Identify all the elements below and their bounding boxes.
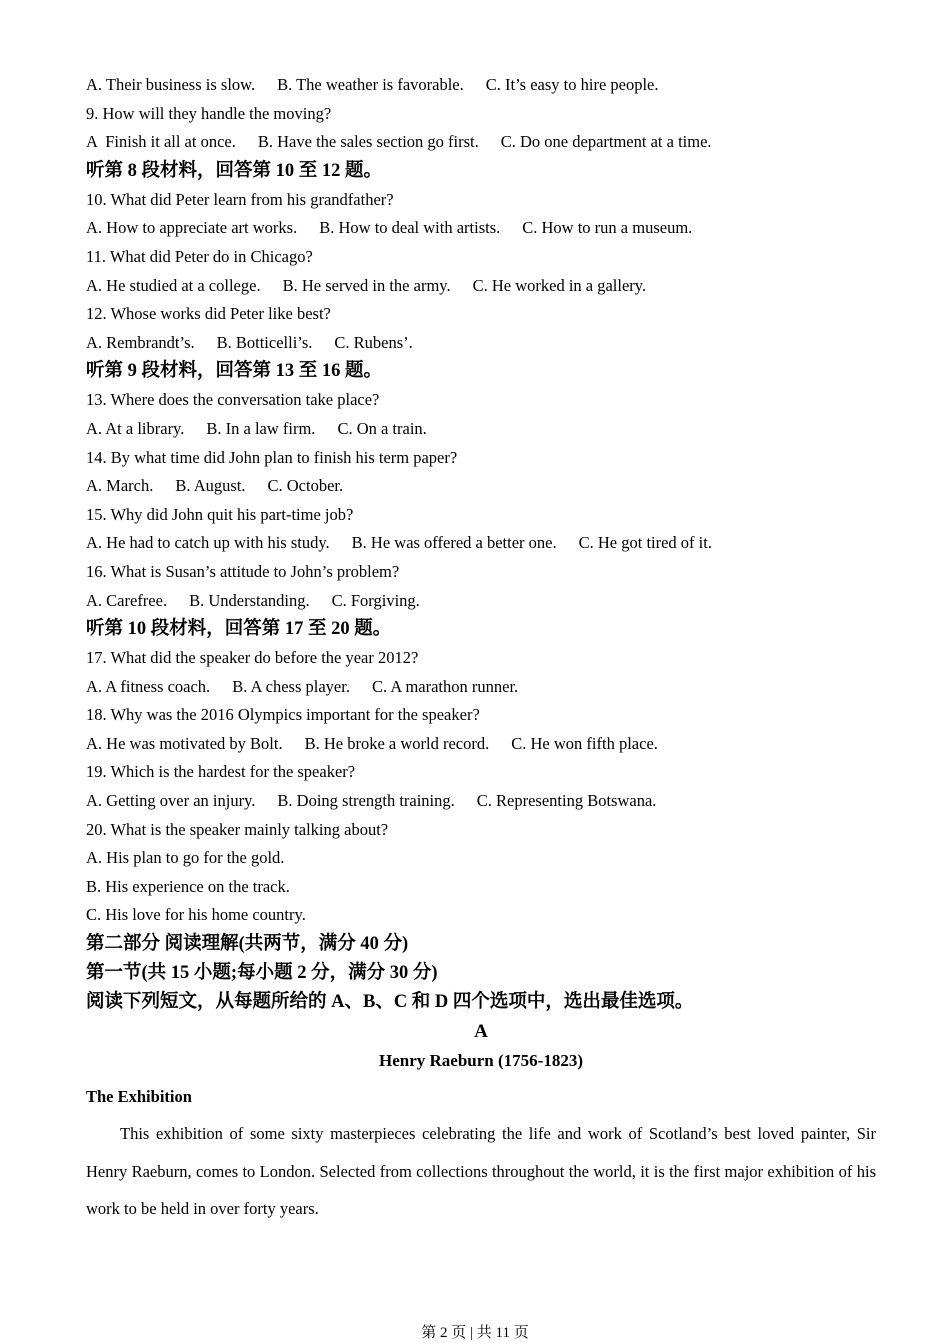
q18-option-a: A. He was motivated by Bolt.: [86, 733, 283, 753]
section-8-heading: 听第 8 段材料，回答第 10 至 12 题。: [86, 160, 383, 181]
q20-option-a: A. His plan to go for the gold.: [86, 848, 285, 868]
q19-question: 19. Which is the hardest for the speaker?: [86, 762, 356, 782]
q20-option-c: C. His love for his home country.: [86, 905, 306, 925]
q12-options: [86, 329, 876, 358]
q10-options: [86, 214, 876, 243]
q14-question: 14. By what time did John plan to finish his term paper?: [86, 447, 458, 467]
q18-option-c: C. He won fifth place.: [511, 733, 658, 753]
q16-option-a: A. Carefree.: [86, 590, 168, 610]
q19-option-a: A. Getting over an injury.: [86, 791, 256, 811]
passage-title: Henry Raeburn (1756-1823): [379, 1051, 583, 1071]
q13-options: [86, 415, 876, 444]
q18-question: 18. Why was the 2016 Olympics important for the speaker?: [86, 705, 480, 725]
q16-question: 16. What is Susan’s attitude to John’s problem?: [86, 561, 400, 581]
q17-question: 17. What did the speaker do before the year 2012?: [86, 648, 419, 668]
part2-section1-heading: 第一节(共 15 小题;每小题 2 分，满分 30 分): [86, 963, 438, 984]
q17-option-a: A. A fitness coach.: [86, 676, 211, 696]
q14-options: [86, 472, 876, 501]
q8-options: [86, 71, 876, 100]
passage-letter: A: [474, 1021, 488, 1043]
q15-option-c: C. He got tired of it.: [578, 533, 712, 553]
q11-question: 11. What did Peter do in Chicago?: [86, 246, 313, 266]
q11-option-a: A. He studied at a college.: [86, 275, 261, 295]
q19-option-c: C. Representing Botswana.: [476, 791, 657, 811]
q11-option-b: B. He served in the army.: [282, 275, 451, 295]
q13-question: 13. Where does the conversation take place?: [86, 390, 380, 410]
page-footer: 第 2 页 | 共 11 页: [421, 1325, 529, 1341]
q13-option-c: C. On a train.: [337, 418, 427, 438]
q8-option-a: A. Their business is slow.: [86, 75, 256, 94]
q9-options: [86, 128, 876, 157]
q8-option-c: C. It’s easy to hire people.: [485, 75, 659, 94]
q13-option-b: B. In a law firm.: [206, 418, 316, 438]
q14-option-a: A. March.: [86, 476, 154, 496]
passage-paragraph: This exhibition of some sixty masterpieces celebrating the life and work of Scotland’s best loved painter, Sir Henry Raeburn, comes to London. Selected from collections throughout the world, it is the first major exhibition of his work to be held in over forty years.: [86, 1124, 876, 1219]
q10-question: 10. What did Peter learn from his grandfather?: [86, 189, 394, 209]
q17-option-c: C. A marathon runner.: [371, 676, 519, 696]
q9-option-a: A Finish it all at once.: [86, 132, 236, 152]
q10-option-b: B. How to deal with artists.: [319, 218, 501, 238]
q14-option-c: C. October.: [267, 476, 344, 496]
q13-option-a: A. At a library.: [86, 418, 185, 438]
q15-question: 15. Why did John quit his part-time job?: [86, 504, 354, 524]
exam-page-content: [86, 71, 876, 1228]
part2-instruction: 阅读下列短文，从每题所给的 A、B、C 和 D 四个选项中，选出最佳选项。: [86, 992, 694, 1013]
q17-options: [86, 673, 876, 702]
q18-options: [86, 730, 876, 759]
q12-option-b: B. Botticelli’s.: [216, 332, 313, 352]
q10-option-c: C. How to run a museum.: [522, 218, 693, 238]
q20-option-b: B. His experience on the track.: [86, 876, 290, 896]
q15-options: [86, 529, 876, 558]
q10-option-a: A. How to appreciate art works.: [86, 218, 298, 238]
q19-options: [86, 787, 876, 816]
q8-option-b: B. The weather is favorable.: [277, 75, 464, 94]
q15-option-b: B. He was offered a better one.: [351, 533, 557, 553]
part2-title: 第二部分 阅读理解(共两节，满分 40 分): [86, 934, 409, 955]
q16-option-b: B. Understanding.: [189, 590, 310, 610]
q19-option-b: B. Doing strength training.: [277, 791, 455, 811]
q16-options: [86, 587, 876, 616]
q11-options: [86, 272, 876, 301]
q17-option-b: B. A chess player.: [232, 676, 350, 696]
q14-option-b: B. August.: [175, 476, 246, 496]
q11-option-c: C. He worked in a gallery.: [472, 275, 647, 295]
q12-question: 12. Whose works did Peter like best?: [86, 304, 331, 324]
q18-option-b: B. He broke a world record.: [304, 733, 490, 753]
section-9-heading: 听第 9 段材料，回答第 13 至 16 题。: [86, 361, 383, 382]
q12-option-a: A. Rembrandt’s.: [86, 332, 195, 352]
passage-subhead: The Exhibition: [86, 1087, 192, 1107]
q9-option-b: B. Have the sales section go first.: [257, 132, 479, 152]
q9-option-c: C. Do one department at a time.: [500, 132, 712, 152]
q20-question: 20. What is the speaker mainly talking about?: [86, 819, 389, 839]
q15-option-a: A. He had to catch up with his study.: [86, 533, 330, 553]
section-10-heading: 听第 10 段材料，回答第 17 至 20 题。: [86, 619, 392, 640]
q12-option-c: C. Rubens’.: [334, 332, 413, 352]
q9-question: 9. How will they handle the moving?: [86, 103, 332, 123]
q16-option-c: C. Forgiving.: [331, 590, 420, 610]
